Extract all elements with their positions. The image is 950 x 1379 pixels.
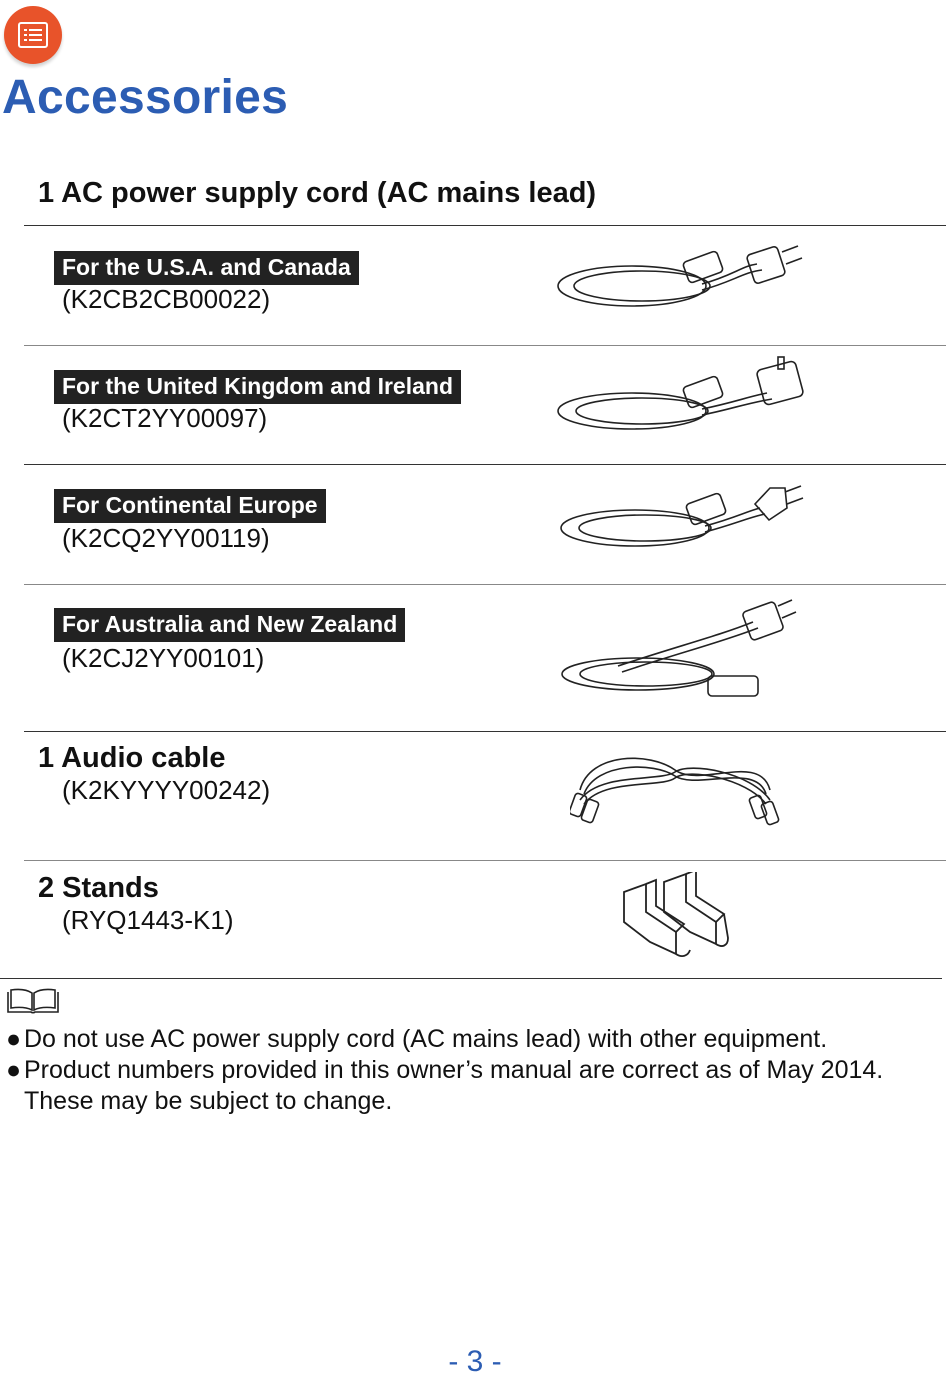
divider bbox=[24, 860, 946, 861]
power-cord-usa-plug-icon bbox=[552, 236, 812, 316]
divider bbox=[24, 584, 946, 585]
page-title: Accessories bbox=[2, 71, 289, 124]
divider bbox=[0, 978, 942, 979]
audio-cable-icon bbox=[570, 742, 780, 838]
divider bbox=[24, 345, 946, 346]
audio-cable-label: 1 Audio cable bbox=[38, 742, 226, 774]
note-text: Product numbers provided in this owner’s manual are correct as of May 2014. bbox=[24, 1056, 884, 1084]
stands-label: 2 Stands bbox=[38, 872, 159, 904]
region-badge-europe: For Continental Europe bbox=[54, 489, 326, 523]
region-badge-uk: For the United Kingdom and Ireland bbox=[54, 370, 461, 404]
region-badge-australia: For Australia and New Zealand bbox=[54, 608, 405, 642]
part-number-usa: (K2CB2CB00022) bbox=[62, 284, 271, 314]
book-icon bbox=[6, 988, 60, 1016]
menu-list-icon bbox=[18, 22, 48, 48]
menu-button[interactable] bbox=[4, 6, 62, 64]
power-cord-au-plug-icon bbox=[558, 596, 808, 700]
divider bbox=[24, 225, 946, 226]
divider bbox=[24, 731, 946, 732]
power-cord-uk-plug-icon bbox=[552, 355, 812, 435]
power-cord-eu-plug-icon bbox=[555, 474, 805, 554]
note-text: Do not use AC power supply cord (AC mains lead) with other equipment. bbox=[24, 1025, 828, 1053]
part-number-uk: (K2CT2YY00097) bbox=[62, 403, 268, 433]
part-number-europe: (K2CQ2YY00119) bbox=[62, 523, 270, 553]
note-item: ● Do not use AC power supply cord (AC mains lead) with other equipment. bbox=[6, 1025, 828, 1053]
stands-icon bbox=[616, 872, 736, 962]
power-cord-heading: 1 AC power supply cord (AC mains lead) bbox=[38, 177, 597, 209]
part-number-australia: (K2CJ2YY00101) bbox=[62, 643, 265, 673]
divider bbox=[24, 464, 946, 465]
stands-part-number: (RYQ1443-K1) bbox=[62, 905, 234, 935]
note-continuation: These may be subject to change. bbox=[24, 1087, 393, 1115]
page-number: - 3 - bbox=[448, 1345, 502, 1378]
note-item: ● Product numbers provided in this owner’s manual are correct as of May 2014. bbox=[6, 1056, 884, 1084]
region-badge-usa: For the U.S.A. and Canada bbox=[54, 251, 359, 285]
audio-cable-part-number: (K2KYYYY00242) bbox=[62, 775, 271, 805]
